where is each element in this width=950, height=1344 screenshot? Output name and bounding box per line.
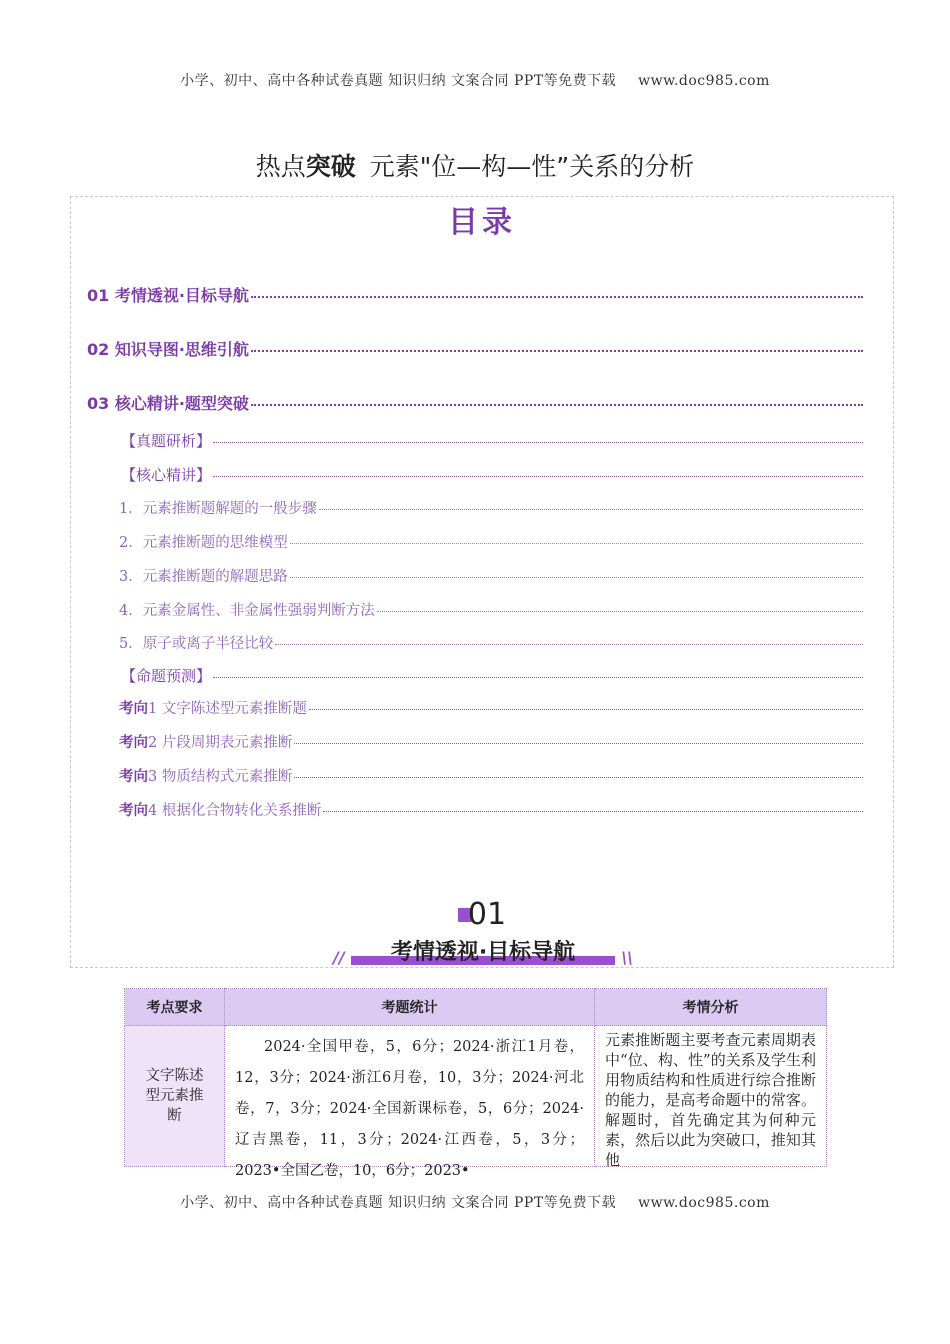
toc-entry-text: 01 考情透视·目标导航 [87, 286, 249, 305]
toc-entry[interactable] [119, 531, 863, 552]
toc-entry[interactable] [87, 283, 863, 306]
analysis-cell [595, 1026, 827, 1167]
toc-leader [213, 442, 863, 443]
table-header-row [125, 989, 827, 1026]
analysis-text: 元素推断题主要考查元素周期表中“位、构、性”的关系及学生利用物质结构和性质进行综合推断的能力，是高考命题中的常客。解题时，首先确定其为何种元素，然后以此为突破口，推知其他 [605, 1031, 816, 1169]
toc-heading: 目录 [448, 205, 516, 240]
footer-text: 小学、初中、高中各种试卷真题 知识归纳 文案合同 PPT等免费下载 [180, 1195, 617, 1211]
toc-leader [294, 743, 863, 744]
toc-entry[interactable] [119, 565, 863, 586]
toc-entry[interactable] [119, 765, 863, 786]
point-text: 文字陈述型元素推断 [145, 1068, 204, 1124]
toc-entry[interactable] [119, 799, 863, 820]
toc-entry-text: 03 核心精讲·题型突破 [87, 394, 249, 413]
toc-leader [294, 777, 863, 778]
toc-entry-prefix: 考向 [119, 701, 148, 717]
toc-entry-text: 2 片段周期表元素推断 [148, 735, 293, 751]
page-header-note [0, 70, 950, 90]
header-text: 小学、初中、高中各种试卷真题 知识归纳 文案合同 PPT等免费下载 [180, 73, 617, 89]
toc-entry-text: 02 知识导图·思维引航 [87, 340, 249, 359]
slash-right-icon: \\ [621, 948, 633, 967]
header-site-link[interactable]: www.doc985.com [638, 73, 770, 89]
document-title [0, 147, 950, 183]
toc-entry-prefix: 考向 [119, 803, 148, 819]
toc-entry[interactable] [121, 430, 863, 451]
toc-leader [290, 577, 863, 578]
title-rest: 元素"位—构—性”关系的分析 [369, 152, 695, 181]
section-number [71, 897, 893, 932]
toc-leader [251, 350, 863, 352]
toc-entry[interactable] [121, 665, 863, 686]
column-header: 考情分析 [595, 989, 827, 1026]
point-cell [125, 1026, 225, 1167]
toc-entry-text: 【命题预测】 [121, 667, 212, 685]
toc-leader [213, 476, 863, 477]
section-banner [333, 935, 633, 969]
toc-entry-text: 1．元素推断题解题的一般步骤 [119, 501, 317, 517]
title-bold: 突破 [305, 152, 356, 181]
toc-entry[interactable] [119, 632, 863, 653]
column-header: 考题统计 [225, 989, 595, 1026]
toc-entry-text: 4 根据化合物转化关系推断 [148, 803, 322, 819]
toc-leader [309, 709, 863, 710]
stats-text: 2024·全国甲卷，5，6分；2024·浙江1月卷，12，3分；2024·浙江6月卷，10，3分；2024·河北卷，7，3分；2024·全国新课标卷，5，6分；2024·辽吉黑卷，11，3分；2024·江西卷，5，3分；2023•全国乙卷，10，6分；2023• [235, 1039, 584, 1179]
toc-leader [275, 644, 863, 645]
slash-left-icon: // [333, 948, 345, 967]
toc-leader [251, 404, 863, 406]
toc-leader [323, 811, 863, 812]
toc-entry[interactable] [119, 731, 863, 752]
section-title: 考情透视·目标导航 [390, 940, 576, 965]
table-row [125, 1026, 827, 1167]
toc-leader [319, 509, 863, 510]
toc-leader [290, 543, 863, 544]
toc-leader [377, 611, 863, 612]
toc-leader [251, 296, 863, 298]
toc-leader [213, 677, 863, 678]
toc-entry-text: 3．元素推断题的解题思路 [119, 569, 288, 585]
toc-entry-text: 【核心精讲】 [121, 466, 212, 484]
toc-entry-text: 5．原子或离子半径比较 [119, 636, 274, 652]
toc-entry[interactable] [119, 697, 863, 718]
toc-entry-text: 4．元素金属性、非金属性强弱判断方法 [119, 603, 375, 619]
toc-entry-text: 3 物质结构式元素推断 [148, 769, 293, 785]
toc-entry-prefix: 考向 [119, 735, 148, 751]
toc-entry[interactable] [121, 464, 863, 485]
stats-cell [225, 1026, 595, 1179]
exam-statistics-table [124, 988, 827, 1179]
column-header: 考点要求 [125, 989, 225, 1026]
page-footer-note [0, 1192, 950, 1212]
footer-site-link[interactable]: www.doc985.com [638, 1195, 770, 1211]
toc-entry[interactable] [87, 391, 863, 414]
toc-entry[interactable] [87, 337, 863, 360]
toc-entry-text: 【真题研析】 [121, 432, 212, 450]
table-of-contents [70, 196, 894, 968]
section-number-text: 01 [467, 897, 507, 932]
toc-entry-text: 1 文字陈述型元素推断题 [148, 701, 307, 717]
toc-entry-text: 2．元素推断题的思维模型 [119, 535, 288, 551]
toc-entry-prefix: 考向 [119, 769, 148, 785]
toc-entry[interactable] [119, 599, 863, 620]
title-prefix: 热点 [255, 152, 306, 181]
toc-entry[interactable] [119, 497, 863, 518]
